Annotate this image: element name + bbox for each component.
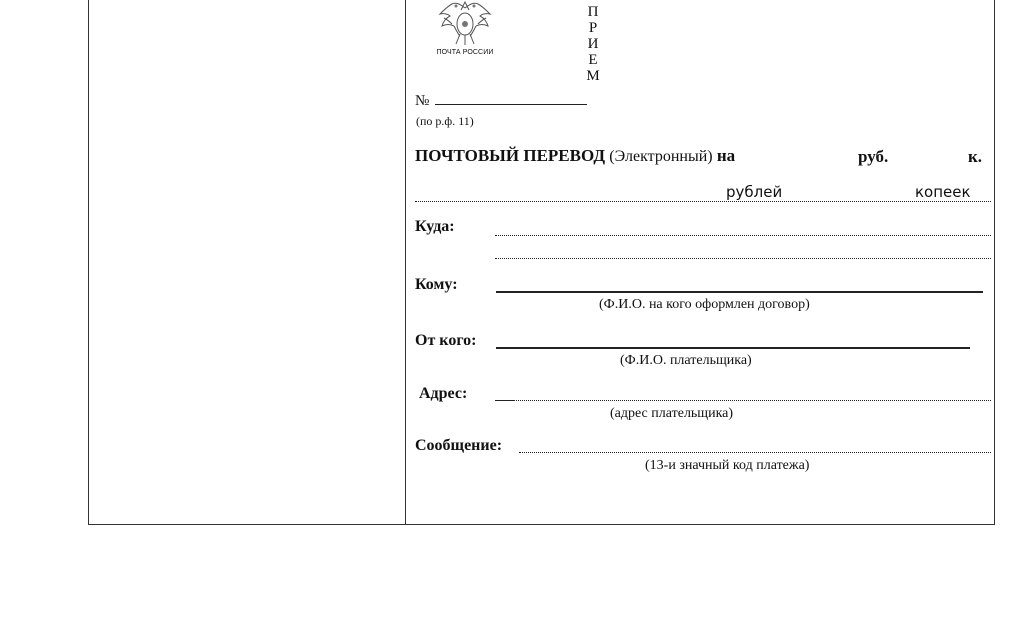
from-hint: (Ф.И.О. плательщика) xyxy=(620,353,752,368)
stamp-letter: Р xyxy=(588,20,598,36)
kopecks-word: копеек xyxy=(915,183,971,201)
stamp-letter: Е xyxy=(588,52,598,68)
title-type: (Электронный) xyxy=(609,148,713,165)
number-symbol: № xyxy=(415,93,430,109)
from-line[interactable] xyxy=(496,347,970,349)
address-line[interactable] xyxy=(513,400,991,401)
kopecks-short-label: к. xyxy=(968,147,983,166)
to-label: Кому: xyxy=(415,276,458,293)
where-line-1[interactable] xyxy=(495,235,991,236)
address-label: Адрес: xyxy=(419,385,468,402)
message-hint: (13-и значный код платежа) xyxy=(645,458,810,473)
title-main: ПОЧТОВЫЙ ПЕРЕВОД xyxy=(415,146,606,165)
message-line[interactable] xyxy=(519,452,991,453)
stamp-letter: И xyxy=(587,36,599,52)
double-headed-eagle-icon xyxy=(430,0,500,46)
to-line[interactable] xyxy=(496,291,983,293)
stamp-letter: М xyxy=(586,68,600,84)
number-note: (по р.ф. 11) xyxy=(416,114,474,128)
amount-words-line[interactable] xyxy=(415,201,991,202)
title-on: на xyxy=(716,146,736,165)
logo-caption: ПОЧТА РОССИИ xyxy=(436,49,494,56)
from-label: От кого: xyxy=(415,332,477,349)
stamp-vertical-text xyxy=(585,4,601,84)
where-line-2[interactable] xyxy=(495,258,991,259)
where-label: Куда: xyxy=(415,218,455,235)
number-input-line[interactable] xyxy=(435,92,587,105)
message-label: Сообщение: xyxy=(415,437,503,454)
form-divider xyxy=(405,0,406,525)
stamp-letter: П xyxy=(587,4,599,20)
address-line-start xyxy=(495,400,513,401)
to-hint: (Ф.И.О. на кого оформлен договор) xyxy=(599,297,810,312)
left-stub-area xyxy=(89,0,404,524)
russian-post-logo xyxy=(420,0,510,64)
address-hint: (адрес плательщика) xyxy=(610,406,734,421)
number-row xyxy=(415,92,587,110)
rubles-word: рублей xyxy=(726,183,783,201)
form-title xyxy=(415,146,735,166)
rubles-short-label: руб. xyxy=(858,147,889,166)
